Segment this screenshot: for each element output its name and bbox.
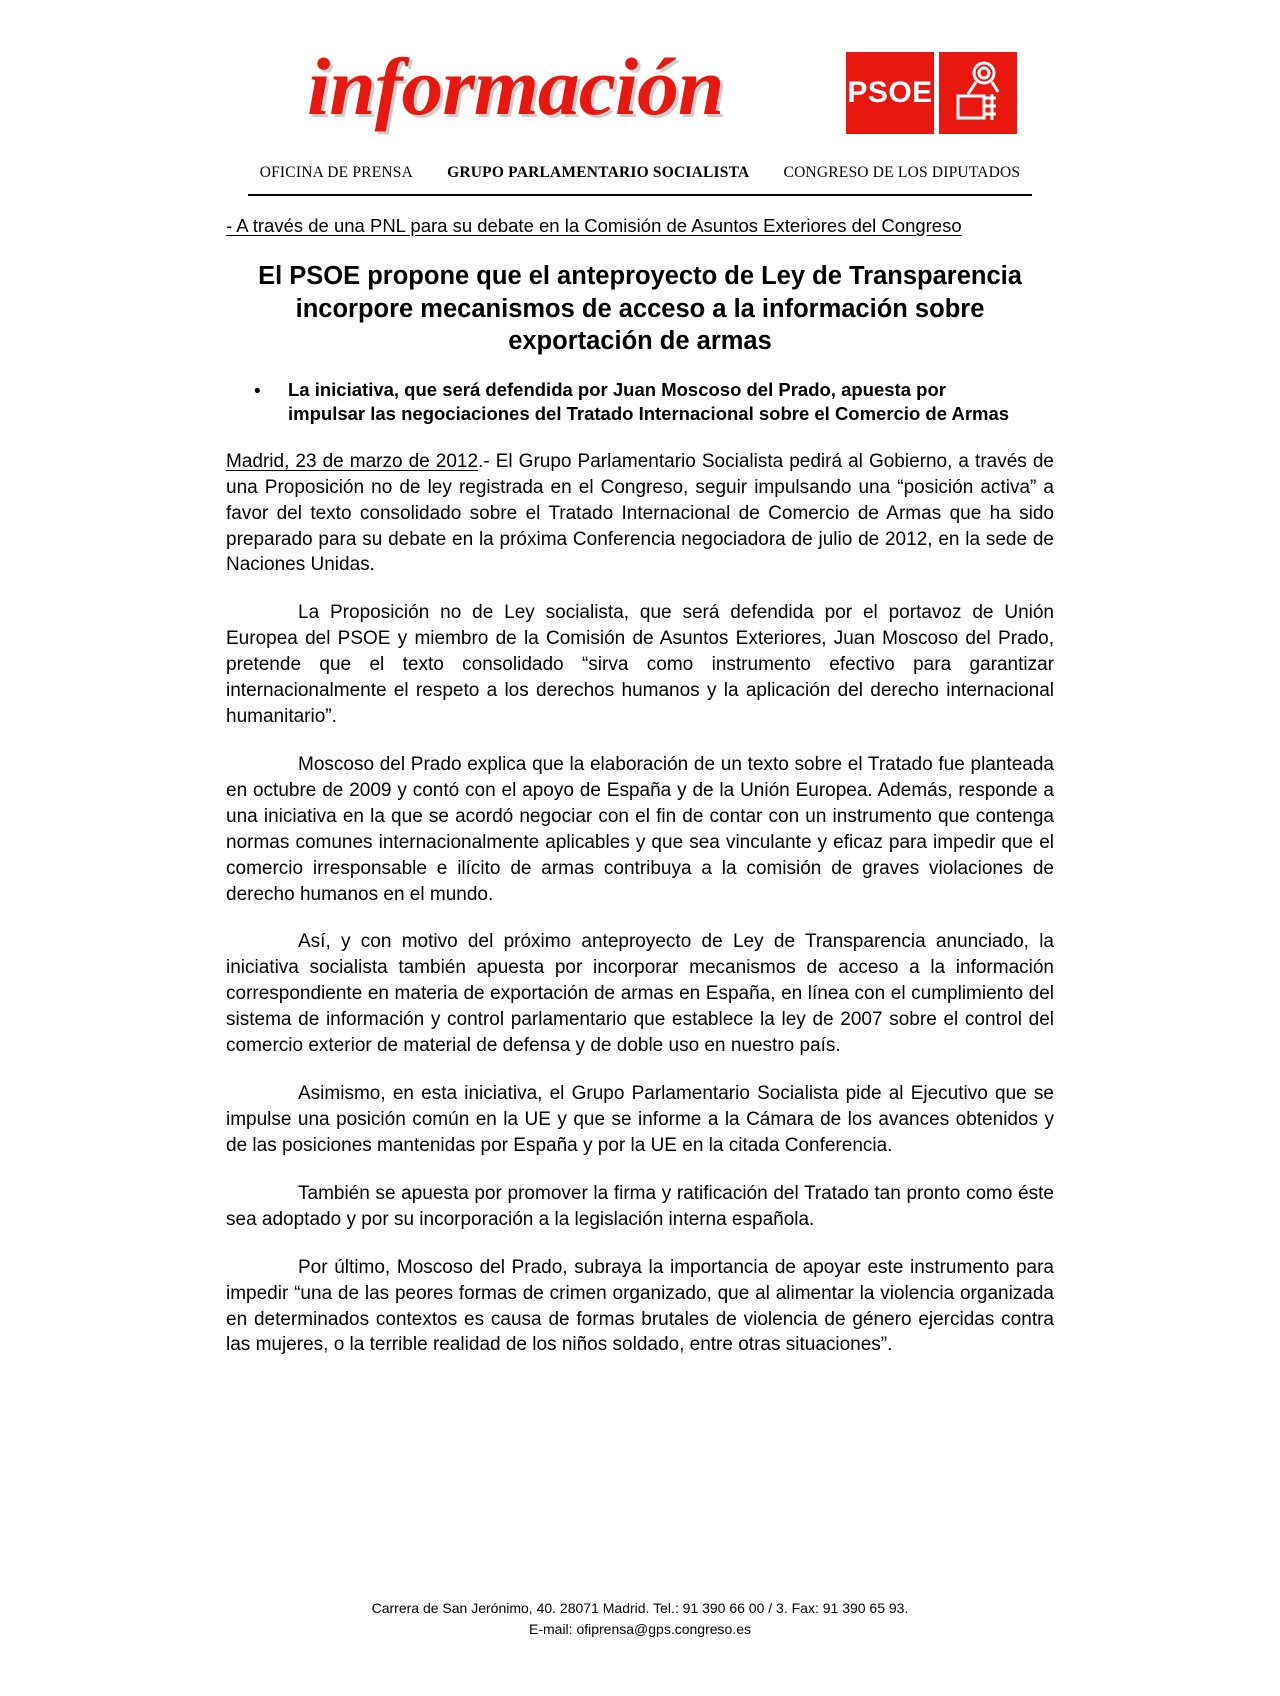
paragraph-1-text: .- El Grupo Parlamentario Socialista pedirá al Gobierno, a través de una Proposición no de ley registrada en el Congreso, seguir impulsando una “posición activa” a favor del texto consolidado sobre el Tratado Internacional de Comercio de Armas que ha sido preparado para su debate en la próxima Conferencia negociadora de julio de 2012, en la sede de Naciones Unidas.: [226, 450, 1054, 576]
paragraph-2: La Proposición no de Ley socialista, que será defendida por el portavoz de Unión Europea del PSOE y miembro de la Comisión de Asuntos Exteriores, Juan Moscoso del Prado, pretende que el texto consolidado “sirva como instrumento efectivo para garantizar internacionalmente el respeto a los derechos humanos y la aplicación del derecho internacional humanitario”.: [226, 602, 1054, 728]
paragraph-5: Asimismo, en esta iniciativa, el Grupo Parlamentario Socialista pide al Ejecutivo que se impulse una posición común en la UE y que se informe a la Cámara de los avances obtenidos y de las posiciones mantenidas por España y por la UE en la citada Conferencia.: [226, 1083, 1054, 1156]
dateline: Madrid, 23 de marzo de 2012: [226, 450, 479, 472]
paragraph-1: [226, 449, 1054, 579]
masthead-label-left: OFICINA DE PRENSA: [259, 164, 413, 181]
informacion-wordmark: información: [307, 41, 724, 132]
paragraph-6: También se apuesta por promover la firma y ratificación del Tratado tan pronto como éste sea adoptado y por su incorporación a la legislación interna española.: [226, 1182, 1054, 1230]
psoe-label: PSOE: [846, 52, 934, 134]
document-page: [0, 40, 1280, 1696]
masthead-label-right: CONGRESO DE LOS DIPUTADOS: [783, 164, 1021, 181]
paragraph-3: Moscoso del Prado explica que la elaboración de un texto sobre el Tratado fue planteada en octubre de 2009 y contó con el apoyo de España y de la Unión Europea. Además, responde a una iniciativa en la que se acordó negociar con el fin de contar con un instrumento que contenga normas comunes internacionalmente aplicables y que sea vinculante y eficaz para impedir que el comercio irresponsable e ilícito de armas contribuya a la comisión de graves violaciones de derecho humanos en el mundo.: [226, 753, 1054, 905]
masthead-labels: [0, 164, 1280, 190]
bullet-text: La iniciativa, que será defendida por Juan Moscoso del Prado, apuesta por impulsar las negociaciones del Tratado Internacional sobre el Comercio de Armas: [288, 378, 1010, 425]
footer-email: E-mail: ofiprensa@gps.congreso.es: [529, 1621, 751, 1637]
footer-address: Carrera de San Jerónimo, 40. 28071 Madrid. Tel.: 91 390 66 00 / 3. Fax: 91 390 65 93.: [371, 1600, 909, 1616]
masthead: [0, 40, 1280, 170]
kicker-line: - A través de una PNL para su debate en la Comisión de Asuntos Exteriores del Congreso: [226, 215, 962, 236]
paragraph-4: Así, y con motivo del próximo anteproyecto de Ley de Transparencia anunciado, la iniciativa socialista también apuesta por incorporar mecanismos de acceso a la información correspondiente en materia de exportación de armas en España, en línea con el cumplimiento del sistema de información y control parlamentario que establece la ley de 2007 sobre el control del comercio exterior de material de defensa y de doble uso en nuestro país.: [226, 931, 1054, 1057]
list-item: [226, 378, 1054, 427]
page-footer: [0, 1598, 1280, 1640]
bullet-icon: •: [254, 380, 261, 402]
document-content: [226, 196, 1054, 1358]
masthead-label-center: GRUPO PARLAMENTARIO SOCIALISTA: [447, 164, 750, 181]
rose-fist-icon: [939, 52, 1017, 134]
psoe-logo: [846, 52, 1017, 134]
paragraph-7: Por último, Moscoso del Prado, subraya la importancia de apoyar este instrumento para impedir “una de las peores formas de crimen organizado, que al alimentar la violencia organizada en determinados contextos es causa de formas brutales de violencia de género ejercidas contra las mujeres, o la terrible realidad de los niños soldado, entre otras situaciones”.: [226, 1256, 1054, 1356]
page-title: El PSOE propone que el anteproyecto de Ley de Transparencia incorpore mecanismos de acceso a la información sobre exportación de armas: [258, 262, 1022, 356]
